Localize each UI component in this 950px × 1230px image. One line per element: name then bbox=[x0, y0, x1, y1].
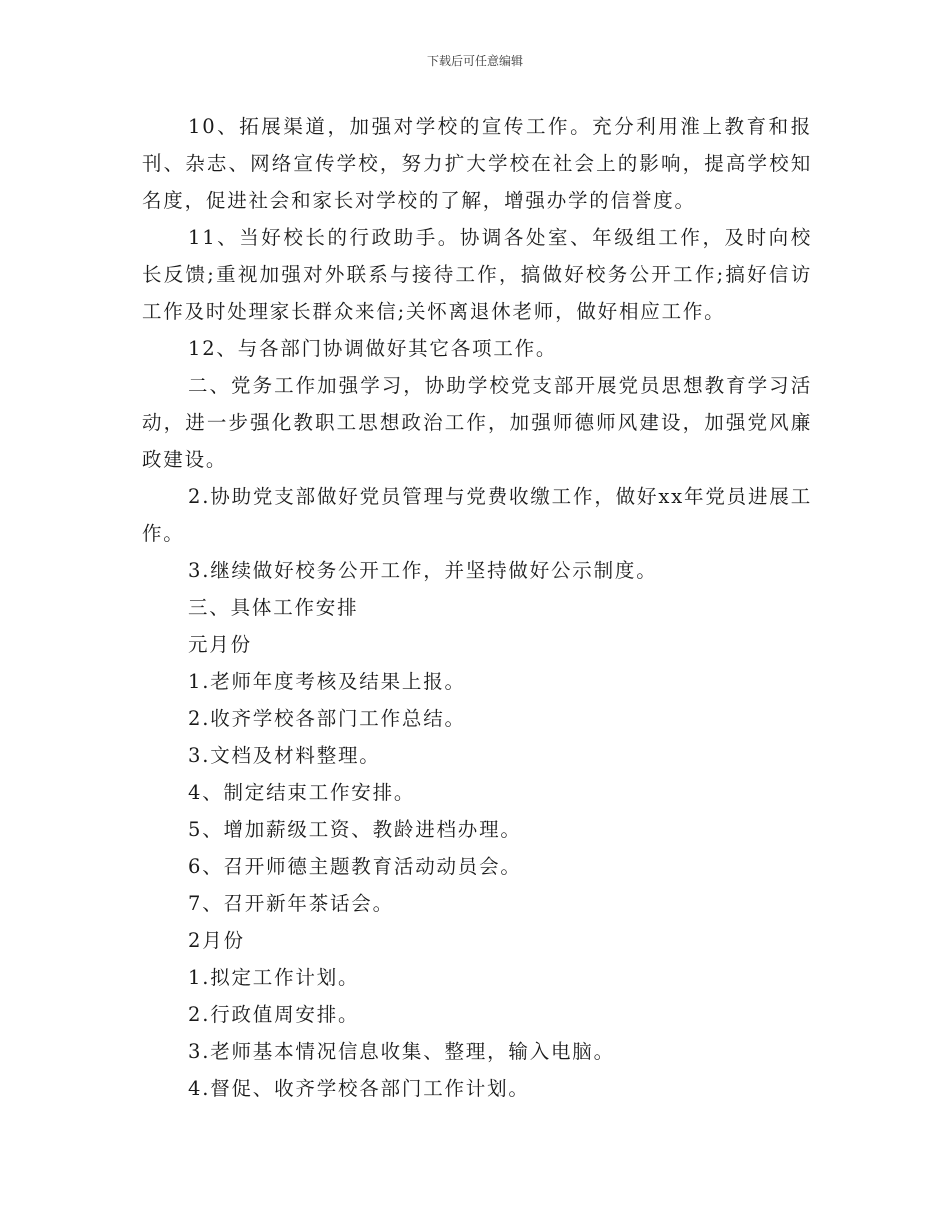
paragraph-party-item-2: 2.协助党支部做好党员管理与党费收缴工作，做好xx年党员进展工作。 bbox=[142, 485, 812, 545]
list-item: 5、增加薪级工资、教龄进档办理。 bbox=[188, 818, 522, 841]
list-item: 3.文档及材料整理。 bbox=[188, 744, 381, 767]
list-item: 4.督促、收齐学校各部门工作计划。 bbox=[188, 1077, 530, 1100]
list-item: 2.收齐学校各部门工作总结。 bbox=[188, 707, 466, 730]
paragraph-party-item-3: 3.继续做好校务公开工作，并坚持做好公示制度。 bbox=[188, 559, 658, 582]
paragraph-party-affairs: 二、党务工作加强学习，协助学校党支部开展党员思想教育学习活动，进一步强化教职工思想政治工作，加强师德师风建设，加强党风廉政建设。 bbox=[142, 374, 812, 471]
paragraph-11: 11、当好校长的行政助手。协调各处室、年级组工作，及时向校长反馈;重视加强对外联系与接待工作，搞做好校务公开工作;搞好信访工作及时处理家长群众来信;关怀离退休老师，做好相应工作。 bbox=[142, 226, 812, 323]
page-header: 下载后可任意编辑 bbox=[426, 54, 523, 68]
paragraph-10: 10、拓展渠道，加强对学校的宣传工作。充分利用淮上教育和报刊、杂志、网络宣传学校，努力扩大学校在社会上的影响，提高学校知名度，促进社会和家长对学校的了解，增强办学的信誉度。 bbox=[142, 115, 812, 212]
month-heading-february: 2月份 bbox=[188, 929, 245, 952]
list-item: 7、召开新年茶话会。 bbox=[188, 892, 394, 915]
list-item: 1.老师年度考核及结果上报。 bbox=[188, 670, 466, 693]
list-item: 6、召开师德主题教育活动动员会。 bbox=[188, 855, 522, 878]
list-item: 1.拟定工作计划。 bbox=[188, 966, 360, 989]
document-body bbox=[142, 108, 812, 1107]
section-heading-schedule: 三、具体工作安排 bbox=[188, 596, 359, 619]
paragraph-12: 12、与各部门协调做好其它各项工作。 bbox=[188, 337, 558, 360]
list-item: 4、制定结束工作安排。 bbox=[188, 781, 416, 804]
month-heading-january: 元月份 bbox=[188, 633, 252, 656]
list-item: 2.行政值周安排。 bbox=[188, 1003, 360, 1026]
list-item: 3.老师基本情况信息收集、整理，输入电脑。 bbox=[188, 1040, 615, 1063]
